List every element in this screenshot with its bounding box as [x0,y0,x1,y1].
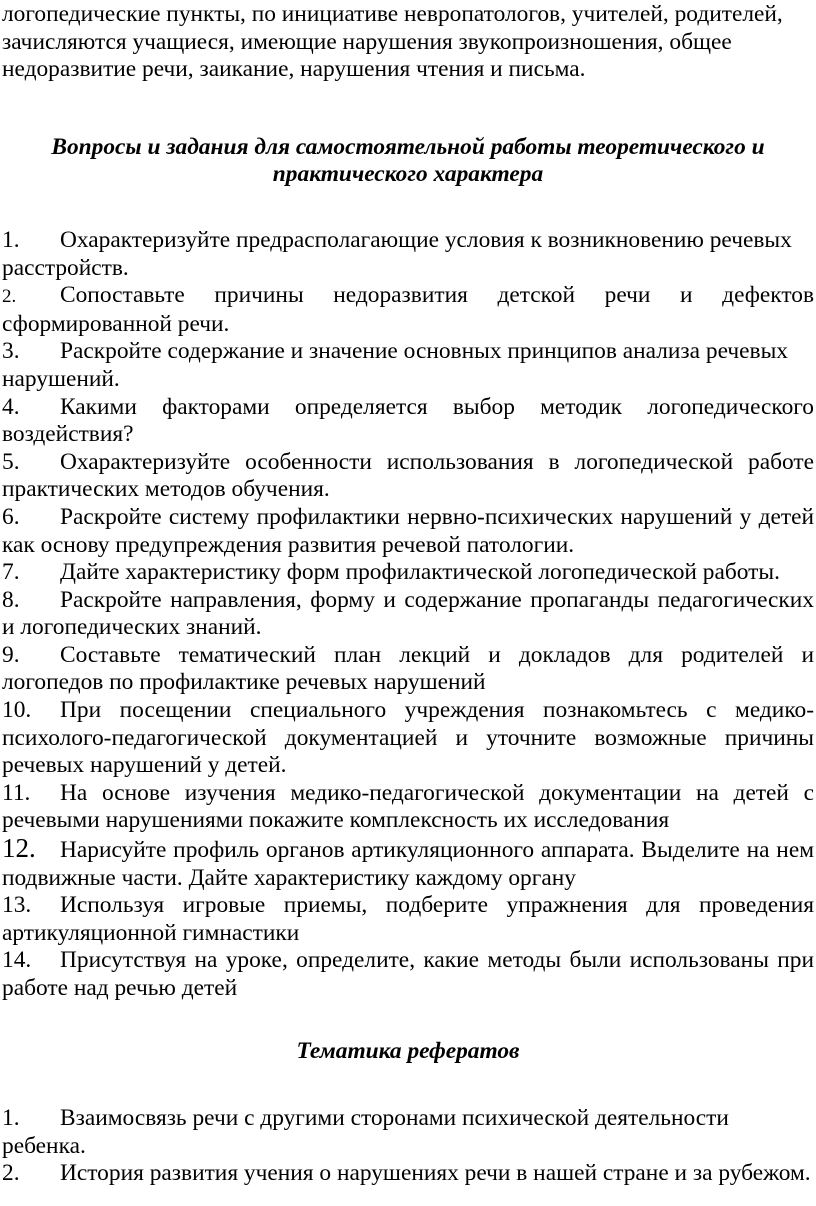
list-item [2,504,814,559]
item-number: 10. [2,697,32,724]
list-item [2,449,814,504]
list-item [2,282,814,338]
item-text: Сопоставьте причины недоразвития детской речи и дефектов сформированной речи. [2,282,814,337]
item-number: 8. [2,586,20,613]
item-text: На основе изучения медико-педагогической документации на детей с речевыми нарушениями покажите комплексность их исследования [2,779,814,834]
item-text: Охарактеризуйте особенности использования в логопедической работе практических методов обучения. [2,448,814,503]
item-text: Раскройте содержание и значение основных принципов анализа речевых нарушений. [2,338,788,392]
item-number: 14. [2,947,32,974]
item-text: Какими факторами определяется выбор методик логопедического воздействия? [2,393,814,448]
item-number: 5. [2,448,20,475]
item-number: 13. [2,892,32,919]
item-text: Охарактеризуйте предрасполагающие условия к возникновению речевых расстройств. [2,226,792,281]
item-text: Раскройте направления, форму и содержание пропаганды педагогических и логопедических знаний. [2,586,814,641]
item-text: Нарисуйте профиль органов артикуляционного аппарата. Выделите на нем подвижные части. Дайте характеристику каждому органу [2,837,814,891]
list-item [2,947,814,1002]
item-number: 12. [2,833,36,864]
intro-paragraph: логопедические пункты, по инициативе невропатологов, учителей, родителей, зачисляются учащиеся, имеющие нарушения звукопроизношения, общее недоразвитие речи, заикание, нарушения чтения и письма. [2,1,783,83]
essay-topics-list [2,1105,814,1188]
list-item [2,780,814,835]
list-item [2,338,814,393]
item-text: Используя игровые приемы, подберите упражнения для проведения артикуляционной гимнастики [2,892,814,946]
item-number: 2. [2,286,17,308]
list-item [2,1105,814,1160]
item-text: Присутствуя на уроке, определите, какие методы были использованы при работе над речью детей [2,947,814,1001]
list-item [2,892,814,947]
item-number: 1. [2,1105,20,1132]
item-number: 6. [2,503,20,530]
list-item [2,1160,814,1188]
section-heading-essays: Тематика рефератов [296,1037,520,1064]
item-text: При посещении специального учреждения познакомьтесь с медико-психолого-педагогической документацией и уточните возможные причины речевых нарушений у детей. [2,697,814,779]
item-number: 11. [2,779,31,806]
item-number: 1. [2,226,20,253]
list-item [2,697,814,780]
list-item [2,559,814,587]
item-number: 9. [2,641,20,668]
item-text: Взаимосвязь речи с другими сторонами психической деятельности ребенка. [2,1105,729,1159]
item-number: 2. [2,1160,20,1187]
list-item [2,642,814,697]
list-item [2,394,814,449]
list-item [2,835,814,892]
item-text: История развития учения о нарушениях речи в нашей стране и за рубежом. [60,1160,811,1187]
questions-list [2,227,814,1003]
list-item [2,587,814,642]
list-item [2,227,814,282]
item-number: 4. [2,393,20,420]
item-text: Раскройте систему профилактики нервно-психических нарушений у детей как основу предупреждения развития речевой патологии. [2,503,814,558]
item-number: 7. [2,559,20,586]
item-text: Составьте тематический план лекций и докладов для родителей и логопедов по профилактике речевых нарушений [2,641,814,696]
item-text: Дайте характеристику форм профилактической логопедической работы. [60,559,780,586]
item-number: 3. [2,338,20,365]
section-heading-questions: Вопросы и задания для самостоятельной работы теоретического и практического характера [51,133,765,188]
